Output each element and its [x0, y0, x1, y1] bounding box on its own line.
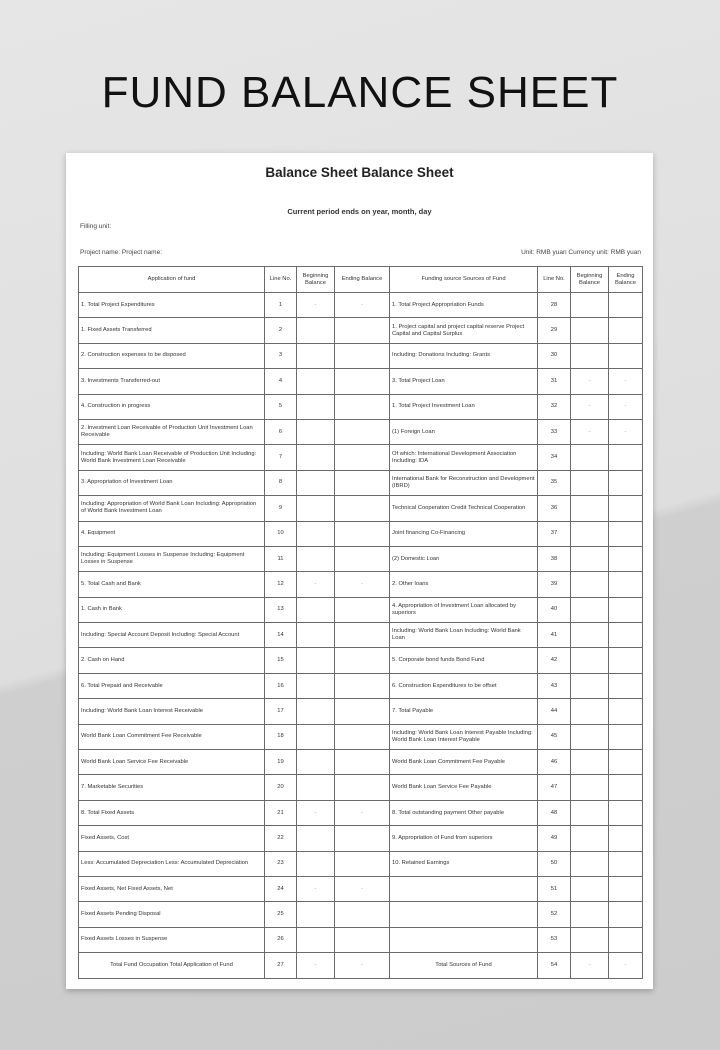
left-line-no-cell: 13	[265, 597, 297, 622]
right-beginning-cell: -	[571, 953, 609, 978]
table-row	[79, 648, 643, 673]
table-row	[79, 699, 643, 724]
right-line-no-cell: 45	[538, 724, 571, 749]
left-ending-cell	[335, 927, 390, 952]
right-line-no-cell: 52	[538, 902, 571, 927]
table-row	[79, 902, 643, 927]
left-beginning-cell	[297, 648, 335, 673]
right-ending-cell	[609, 546, 643, 571]
right-beginning-cell	[571, 470, 609, 495]
left-line-no-cell: 14	[265, 623, 297, 648]
right-beginning-cell	[571, 826, 609, 851]
right-item-cell: 7. Total Payable	[390, 699, 538, 724]
left-line-no-cell: 25	[265, 902, 297, 927]
right-ending-cell	[609, 521, 643, 546]
left-line-no-cell: 21	[265, 800, 297, 825]
right-item-cell: 10. Retained Earnings	[390, 851, 538, 876]
left-ending-cell	[335, 775, 390, 800]
right-ending-cell	[609, 724, 643, 749]
left-item-cell: 6. Total Prepaid and Receivable	[79, 673, 265, 698]
right-beginning-cell	[571, 546, 609, 571]
right-item-cell: (1) Foreign Loan	[390, 419, 538, 444]
header-ending-balance: Ending Balance	[335, 267, 390, 293]
table-row	[79, 775, 643, 800]
left-item-cell: 4. Construction in progress	[79, 394, 265, 419]
left-item-cell: 8. Total Fixed Assets	[79, 800, 265, 825]
right-beginning-cell	[571, 876, 609, 901]
right-item-cell: 9. Appropriation of Fund from superiors	[390, 826, 538, 851]
header-application-of-fund: Application of fund	[79, 267, 265, 293]
right-line-no-cell: 33	[538, 419, 571, 444]
right-beginning-cell	[571, 293, 609, 318]
left-beginning-cell	[297, 496, 335, 521]
balance-table	[78, 266, 643, 979]
left-ending-cell	[335, 318, 390, 343]
right-item-cell: Including: World Bank Loan Interest Payable Including: World Bank Loan Interest Payable	[390, 724, 538, 749]
left-beginning-cell	[297, 623, 335, 648]
left-ending-cell	[335, 673, 390, 698]
period-line: Current period ends on year, month, day	[287, 207, 432, 216]
left-item-cell: Fixed Assets Pending Disposal	[79, 902, 265, 927]
left-beginning-cell	[297, 927, 335, 952]
left-line-no-cell: 12	[265, 572, 297, 597]
left-line-no-cell: 17	[265, 699, 297, 724]
left-beginning-cell	[297, 445, 335, 470]
left-beginning-cell	[297, 699, 335, 724]
right-item-cell: Technical Cooperation Credit Technical Cooperation	[390, 496, 538, 521]
left-line-no-cell: 22	[265, 826, 297, 851]
right-item-cell: World Bank Loan Commitment Fee Payable	[390, 750, 538, 775]
left-beginning-cell	[297, 394, 335, 419]
right-beginning-cell: -	[571, 419, 609, 444]
left-ending-cell	[335, 419, 390, 444]
left-beginning-cell	[297, 318, 335, 343]
left-ending-cell: -	[335, 953, 390, 978]
left-beginning-cell	[297, 750, 335, 775]
left-line-no-cell: 5	[265, 394, 297, 419]
left-ending-cell: -	[335, 876, 390, 901]
left-line-no-cell: 2	[265, 318, 297, 343]
header-ending-balance-right: Ending Balance	[609, 267, 643, 293]
left-line-no-cell: 26	[265, 927, 297, 952]
left-ending-cell	[335, 851, 390, 876]
right-line-no-cell: 54	[538, 953, 571, 978]
table-row	[79, 851, 643, 876]
right-line-no-cell: 30	[538, 343, 571, 368]
right-line-no-cell: 44	[538, 699, 571, 724]
left-ending-cell: -	[335, 800, 390, 825]
right-ending-cell	[609, 648, 643, 673]
right-item-cell: International Bank for Reconstruction and Development (IBRD)	[390, 470, 538, 495]
left-item-cell: World Bank Loan Service Fee Receivable	[79, 750, 265, 775]
left-item-cell: 2. Construction expenses to be disposed	[79, 343, 265, 368]
table-row	[79, 419, 643, 444]
right-line-no-cell: 39	[538, 572, 571, 597]
left-line-no-cell: 3	[265, 343, 297, 368]
right-line-no-cell: 34	[538, 445, 571, 470]
right-ending-cell	[609, 699, 643, 724]
left-line-no-cell: 19	[265, 750, 297, 775]
left-ending-cell	[335, 750, 390, 775]
project-name: Project name: Project name:	[80, 249, 163, 256]
right-ending-cell	[609, 496, 643, 521]
right-ending-cell: -	[609, 394, 643, 419]
right-beginning-cell	[571, 750, 609, 775]
left-beginning-cell	[297, 724, 335, 749]
right-ending-cell	[609, 800, 643, 825]
left-ending-cell	[335, 546, 390, 571]
right-ending-cell	[609, 293, 643, 318]
currency-unit: Unit: RMB yuan Currency unit: RMB yuan	[521, 249, 641, 256]
right-item-cell: Joint financing Co-Financing	[390, 521, 538, 546]
right-beginning-cell	[571, 521, 609, 546]
left-item-cell: 7. Marketable Securities	[79, 775, 265, 800]
left-beginning-cell	[297, 851, 335, 876]
right-line-no-cell: 29	[538, 318, 571, 343]
left-item-cell: Including: World Bank Loan Receivable of Production Unit Including: World Bank Investment Loan Receivable	[79, 445, 265, 470]
right-beginning-cell	[571, 851, 609, 876]
left-ending-cell	[335, 699, 390, 724]
table-row	[79, 623, 643, 648]
table-row	[79, 800, 643, 825]
left-beginning-cell: -	[297, 876, 335, 901]
left-item-cell: Total Fund Occupation Total Application of Fund	[79, 953, 265, 978]
left-item-cell: 1. Fixed Assets Transferred	[79, 318, 265, 343]
right-beginning-cell	[571, 597, 609, 622]
left-ending-cell: -	[335, 572, 390, 597]
right-item-cell: 1. Total Project Appropriation Funds	[390, 293, 538, 318]
right-ending-cell: -	[609, 369, 643, 394]
right-line-no-cell: 32	[538, 394, 571, 419]
left-line-no-cell: 7	[265, 445, 297, 470]
right-line-no-cell: 31	[538, 369, 571, 394]
right-ending-cell	[609, 902, 643, 927]
left-ending-cell	[335, 826, 390, 851]
header-beginning-balance: Beginning Balance	[297, 267, 335, 293]
right-item-cell: 5. Corporate bond funds Bond Fund	[390, 648, 538, 673]
right-ending-cell	[609, 445, 643, 470]
right-ending-cell	[609, 927, 643, 952]
right-beginning-cell	[571, 800, 609, 825]
right-line-no-cell: 38	[538, 546, 571, 571]
right-beginning-cell	[571, 445, 609, 470]
right-item-cell: World Bank Loan Service Fee Payable	[390, 775, 538, 800]
table-row	[79, 572, 643, 597]
left-line-no-cell: 15	[265, 648, 297, 673]
right-line-no-cell: 47	[538, 775, 571, 800]
right-item-cell: (2) Domestic Loan	[390, 546, 538, 571]
left-line-no-cell: 20	[265, 775, 297, 800]
left-item-cell: 2. Investment Loan Receivable of Production Unit Investment Loan Receivable	[79, 419, 265, 444]
left-ending-cell	[335, 496, 390, 521]
banner-title: FUND BALANCE SHEET	[101, 68, 619, 117]
right-beginning-cell	[571, 724, 609, 749]
right-ending-cell	[609, 343, 643, 368]
right-ending-cell	[609, 623, 643, 648]
left-beginning-cell: -	[297, 800, 335, 825]
table-row	[79, 394, 643, 419]
right-ending-cell: -	[609, 953, 643, 978]
left-line-no-cell: 1	[265, 293, 297, 318]
right-item-cell: Total Sources of Fund	[390, 953, 538, 978]
left-ending-cell	[335, 470, 390, 495]
right-line-no-cell: 48	[538, 800, 571, 825]
table-row	[79, 470, 643, 495]
left-beginning-cell	[297, 826, 335, 851]
left-item-cell: Fixed Assets Losses in Suspense	[79, 927, 265, 952]
right-line-no-cell: 28	[538, 293, 571, 318]
left-item-cell: 5. Total Cash and Bank	[79, 572, 265, 597]
right-line-no-cell: 35	[538, 470, 571, 495]
left-beginning-cell	[297, 419, 335, 444]
right-line-no-cell: 43	[538, 673, 571, 698]
table-row	[79, 750, 643, 775]
left-item-cell: 3. Appropriation of Investment Loan	[79, 470, 265, 495]
left-line-no-cell: 23	[265, 851, 297, 876]
right-item-cell: 3. Total Project Loan	[390, 369, 538, 394]
right-line-no-cell: 46	[538, 750, 571, 775]
right-ending-cell	[609, 750, 643, 775]
right-item-cell: 6. Construction Expenditures to be offset	[390, 673, 538, 698]
right-ending-cell	[609, 597, 643, 622]
table-row	[79, 369, 643, 394]
left-ending-cell	[335, 648, 390, 673]
right-line-no-cell: 37	[538, 521, 571, 546]
left-item-cell: 1. Total Project Expenditures	[79, 293, 265, 318]
right-beginning-cell	[571, 775, 609, 800]
left-beginning-cell	[297, 470, 335, 495]
table-row	[79, 673, 643, 698]
table-header-row	[79, 267, 643, 293]
right-ending-cell	[609, 673, 643, 698]
left-line-no-cell: 4	[265, 369, 297, 394]
right-beginning-cell	[571, 699, 609, 724]
right-line-no-cell: 41	[538, 623, 571, 648]
header-line-no: Line No.	[265, 267, 297, 293]
table-row	[79, 927, 643, 952]
table-row	[79, 521, 643, 546]
left-line-no-cell: 27	[265, 953, 297, 978]
right-beginning-cell	[571, 343, 609, 368]
left-item-cell: World Bank Loan Commitment Fee Receivable	[79, 724, 265, 749]
header-beginning-balance-right: Beginning Balance	[571, 267, 609, 293]
left-line-no-cell: 24	[265, 876, 297, 901]
filling-unit: Filling unit:	[80, 223, 112, 230]
right-line-no-cell: 40	[538, 597, 571, 622]
header-line-no-right: Line No.	[538, 267, 571, 293]
right-ending-cell	[609, 876, 643, 901]
table-row	[79, 293, 643, 318]
left-line-no-cell: 8	[265, 470, 297, 495]
left-beginning-cell	[297, 597, 335, 622]
balance-sheet-document	[66, 153, 653, 989]
left-ending-cell	[335, 343, 390, 368]
left-item-cell: 1. Cash in Bank	[79, 597, 265, 622]
left-line-no-cell: 10	[265, 521, 297, 546]
left-beginning-cell	[297, 343, 335, 368]
table-row	[79, 876, 643, 901]
right-beginning-cell	[571, 623, 609, 648]
table-row	[79, 496, 643, 521]
table-row	[79, 597, 643, 622]
right-beginning-cell: -	[571, 394, 609, 419]
right-beginning-cell: -	[571, 369, 609, 394]
right-line-no-cell: 51	[538, 876, 571, 901]
left-beginning-cell	[297, 546, 335, 571]
right-item-cell: Including: Donations Including: Grants	[390, 343, 538, 368]
right-beginning-cell	[571, 496, 609, 521]
right-item-cell	[390, 876, 538, 901]
left-beginning-cell	[297, 775, 335, 800]
left-item-cell: Fixed Assets, Net Fixed Assets, Net	[79, 876, 265, 901]
right-ending-cell	[609, 572, 643, 597]
header-sources-of-fund: Funding source Sources of Fund	[390, 267, 538, 293]
left-beginning-cell	[297, 902, 335, 927]
left-item-cell: Fixed Assets, Cost	[79, 826, 265, 851]
table-row	[79, 724, 643, 749]
left-line-no-cell: 9	[265, 496, 297, 521]
table-row	[79, 343, 643, 368]
left-item-cell: Less: Accumulated Depreciation Less: Accumulated Depreciation	[79, 851, 265, 876]
right-item-cell: 2. Other loans	[390, 572, 538, 597]
right-item-cell: 4. Appropriation of Investment Loan allocated by superiors	[390, 597, 538, 622]
left-beginning-cell: -	[297, 953, 335, 978]
left-beginning-cell	[297, 369, 335, 394]
right-ending-cell	[609, 775, 643, 800]
right-beginning-cell	[571, 927, 609, 952]
table-row	[79, 318, 643, 343]
right-beginning-cell	[571, 572, 609, 597]
right-item-cell: Of which: International Development Association Including: IDA	[390, 445, 538, 470]
left-beginning-cell	[297, 521, 335, 546]
left-item-cell: Including: Equipment Losses in Suspense Including: Equipment Losses in Suspense	[79, 546, 265, 571]
right-line-no-cell: 50	[538, 851, 571, 876]
left-item-cell: Including: Appropriation of World Bank Loan Including: Appropriation of World Bank Investment Loan	[79, 496, 265, 521]
right-beginning-cell	[571, 902, 609, 927]
left-ending-cell	[335, 623, 390, 648]
right-ending-cell	[609, 318, 643, 343]
left-item-cell: 3. Investments Transferred-out	[79, 369, 265, 394]
right-item-cell: 1. Project capital and project capital reserve Project Capital and Capital Surplus	[390, 318, 538, 343]
right-item-cell: Including: World Bank Loan Including: World Bank Loan	[390, 623, 538, 648]
left-beginning-cell	[297, 673, 335, 698]
left-ending-cell	[335, 521, 390, 546]
left-line-no-cell: 11	[265, 546, 297, 571]
left-item-cell: Including: Special Account Deposit Including: Special Account	[79, 623, 265, 648]
left-item-cell: Including: World Bank Loan Interest Receivable	[79, 699, 265, 724]
left-line-no-cell: 16	[265, 673, 297, 698]
right-ending-cell	[609, 851, 643, 876]
right-ending-cell	[609, 826, 643, 851]
table-row	[79, 445, 643, 470]
left-ending-cell	[335, 597, 390, 622]
right-line-no-cell: 42	[538, 648, 571, 673]
right-item-cell	[390, 927, 538, 952]
left-beginning-cell: -	[297, 293, 335, 318]
left-line-no-cell: 6	[265, 419, 297, 444]
right-line-no-cell: 53	[538, 927, 571, 952]
left-ending-cell	[335, 724, 390, 749]
right-beginning-cell	[571, 318, 609, 343]
right-item-cell: 1. Total Project Investment Loan	[390, 394, 538, 419]
left-beginning-cell: -	[297, 572, 335, 597]
right-ending-cell: -	[609, 419, 643, 444]
right-item-cell: 8. Total outstanding payment Other payable	[390, 800, 538, 825]
left-ending-cell	[335, 394, 390, 419]
left-item-cell: 2. Cash on Hand	[79, 648, 265, 673]
right-line-no-cell: 36	[538, 496, 571, 521]
table-row	[79, 826, 643, 851]
sheet-title: Balance Sheet Balance Sheet	[265, 165, 454, 180]
left-ending-cell	[335, 445, 390, 470]
right-item-cell	[390, 902, 538, 927]
left-item-cell: 4. Equipment	[79, 521, 265, 546]
left-ending-cell: -	[335, 293, 390, 318]
right-beginning-cell	[571, 673, 609, 698]
right-beginning-cell	[571, 648, 609, 673]
total-row	[79, 953, 643, 978]
table-row	[79, 546, 643, 571]
left-line-no-cell: 18	[265, 724, 297, 749]
left-ending-cell	[335, 369, 390, 394]
right-line-no-cell: 49	[538, 826, 571, 851]
right-ending-cell	[609, 470, 643, 495]
left-ending-cell	[335, 902, 390, 927]
